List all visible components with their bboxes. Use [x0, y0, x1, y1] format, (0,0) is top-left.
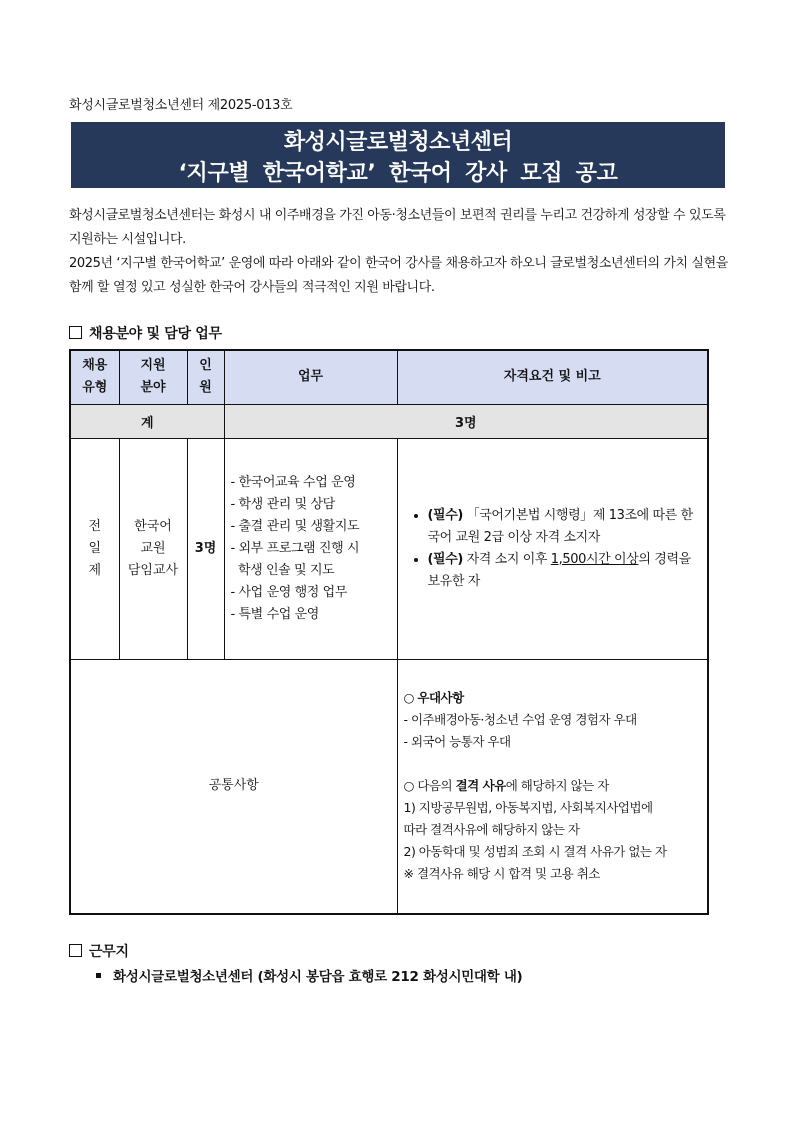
checkbox-square-icon [69, 326, 82, 339]
common-label: 공통사항 [70, 659, 397, 914]
title-banner [71, 122, 725, 188]
document-number: 화성시글로벌청소년센터 제2025-013호 [69, 98, 293, 113]
disqualification-item: ※ 결격사유 해당 시 합격 및 고용 취소 [403, 866, 600, 882]
duty-item: - 한국어교육 수업 운영 [230, 474, 356, 490]
preference-item: - 이주배경아동·청소년 수업 운영 경험자 우대 [403, 712, 637, 728]
total-label: 계 [70, 404, 224, 438]
section-heading-workplace [69, 941, 129, 961]
table-row [70, 438, 708, 659]
header-duty: 업무 [224, 350, 397, 404]
disqualification-item: 1) 지방공무원법, 아동복지법, 사회복지사업법에 [403, 800, 653, 816]
intro-paragraph-1: 화성시글로벌청소년센터는 화성시 내 이주배경을 가진 아동·청소년들이 보편적 권리를 누리고 건강하게 성장할 수 있도록 지원하는 시설입니다. [69, 208, 726, 247]
total-row [70, 404, 708, 438]
requirement-item: • (필수) 「국어기본법 시행령」제 13조에 따른 한국어 교원 2급 이상 자격 소지자 [428, 505, 702, 549]
disqualification-item: 따라 결격사유에 해당하지 않는 자 [403, 822, 580, 838]
intro-text [69, 204, 729, 300]
duty-item: - 특별 수업 운영 [230, 606, 319, 622]
disqualification-item: 2) 아동학대 및 성범죄 조회 시 결격 사유가 없는 자 [403, 844, 667, 860]
duty-item: 학생 인솔 및 지도 [230, 562, 335, 578]
workplace-address: 화성시글로벌청소년센터 (화성시 봉담읍 효행로 212 화성시민대학 내) [113, 969, 523, 985]
bullet-square-icon [96, 973, 101, 978]
common-content [397, 659, 708, 914]
section-title: 근무지 [89, 944, 129, 960]
header-count: 인 원 [187, 350, 224, 404]
header-field: 지원 분야 [119, 350, 187, 404]
duty-item: - 외부 프로그램 진행 시 [230, 540, 360, 556]
section-title: 채용분야 및 담당 업무 [89, 326, 222, 342]
disqualification-heading: ○ 다음의 결격 사유에 해당하지 않는 자 [403, 778, 609, 794]
checkbox-square-icon [69, 944, 82, 957]
duty-item: - 출결 관리 및 생활지도 [230, 518, 360, 534]
total-value: 3명 [224, 404, 708, 438]
section-heading-recruitment [69, 323, 222, 343]
preference-heading: ○ 우대사항 [403, 690, 464, 706]
job-field: 한국어 교원 담임교사 [119, 438, 187, 659]
common-row [70, 659, 708, 914]
qualification-cell [397, 438, 708, 659]
banner-line1: 화성시글로벌청소년센터 [283, 130, 513, 155]
workplace-line [96, 965, 522, 985]
recruitment-table [69, 349, 709, 915]
duties-cell [224, 438, 397, 659]
banner-line2: ‘지구별 한국어학교’ 한국어 강사 모집 공고 [178, 161, 618, 186]
duty-item: - 사업 운영 행정 업무 [230, 584, 347, 600]
header-qualification: 자격요건 및 비고 [397, 350, 708, 404]
headcount: 3명 [187, 438, 224, 659]
preference-item: - 외국어 능통자 우대 [403, 734, 511, 750]
header-type: 채용 유형 [70, 350, 119, 404]
requirement-item: • (필수) 자격 소지 이후 1,500시간 이상의 경력을 보유한 자 [428, 549, 702, 593]
intro-paragraph-2: 2025년 ‘지구별 한국어학교’ 운영에 따라 아래와 같이 한국어 강사를 채용하고자 하오니 글로벌청소년센터의 가치 실현을 함께 할 열정 있고 성실한 한국어 강사들의 적극적인 지원 바랍니다. [69, 256, 728, 295]
table-header-row [70, 350, 708, 404]
duty-item: - 학생 관리 및 상담 [230, 496, 335, 512]
employment-type: 전 일 제 [70, 438, 119, 659]
